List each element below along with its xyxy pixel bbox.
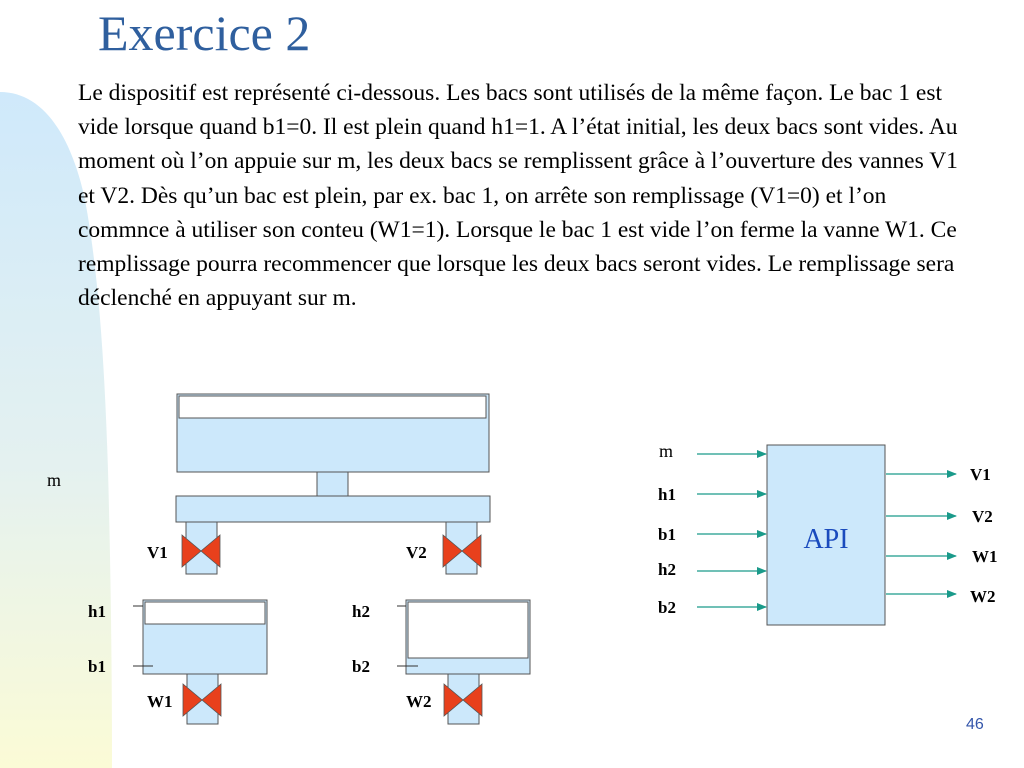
api-output-v2-label: V2 [972, 507, 993, 526]
api-output-w1-label: W1 [972, 547, 998, 566]
valve-w1-label: W1 [147, 692, 173, 711]
api-block-label: API [803, 524, 849, 555]
exercise-description: Le dispositif est représenté ci-dessous. Les bacs sont utilisés de la même façon. Le bac 1 est vide lorsque quand b1=0. Il est plein quand h1=1. A l’état initial, les deux bacs sont vides. Au moment où l’on appuie sur m, les deux bacs se remplissent grâce à l’ouverture des vannes V1 et V2. Dès qu’un bac est plein, par ex. bac 1, on arrête son remplissage (V1=0) et l’on commnce à utiliser son conteu (W1=1). Lorsque le bac 1 est vide l’on ferme la vanne W1. Ce remplissage pourra recommencer que lorsque les deux bacs seront vides. Le remplissage sera déclenché en appuyant sur m. [78, 80, 958, 312]
api-output-v1-label: V1 [970, 465, 991, 484]
page-number: 46 [966, 716, 984, 733]
supply-tank [177, 394, 489, 472]
api-input-m-label: m [659, 441, 674, 461]
valve-v2-label: V2 [406, 543, 427, 562]
slide-title: Exercice 2 [98, 5, 311, 61]
api-input-b2-label: b2 [658, 598, 676, 617]
api-input-h1-label: h1 [658, 485, 676, 504]
tank-1 [143, 600, 267, 674]
distribution-pipe [176, 496, 490, 522]
sensor-h1-label: h1 [88, 602, 106, 621]
valve-v1-label: V1 [147, 543, 168, 562]
sensor-b1-label: b1 [88, 657, 106, 676]
sensor-b2-label: b2 [352, 657, 370, 676]
tank-2 [406, 600, 530, 674]
valve-w2-label: W2 [406, 692, 432, 711]
button-m-label: m [47, 470, 62, 490]
supply-outlet-pipe [317, 472, 348, 496]
api-input-b1-label: b1 [658, 525, 676, 544]
api-input-h2-label: h2 [658, 560, 676, 579]
api-output-w2-label: W2 [970, 587, 996, 606]
sensor-h2-label: h2 [352, 602, 370, 621]
